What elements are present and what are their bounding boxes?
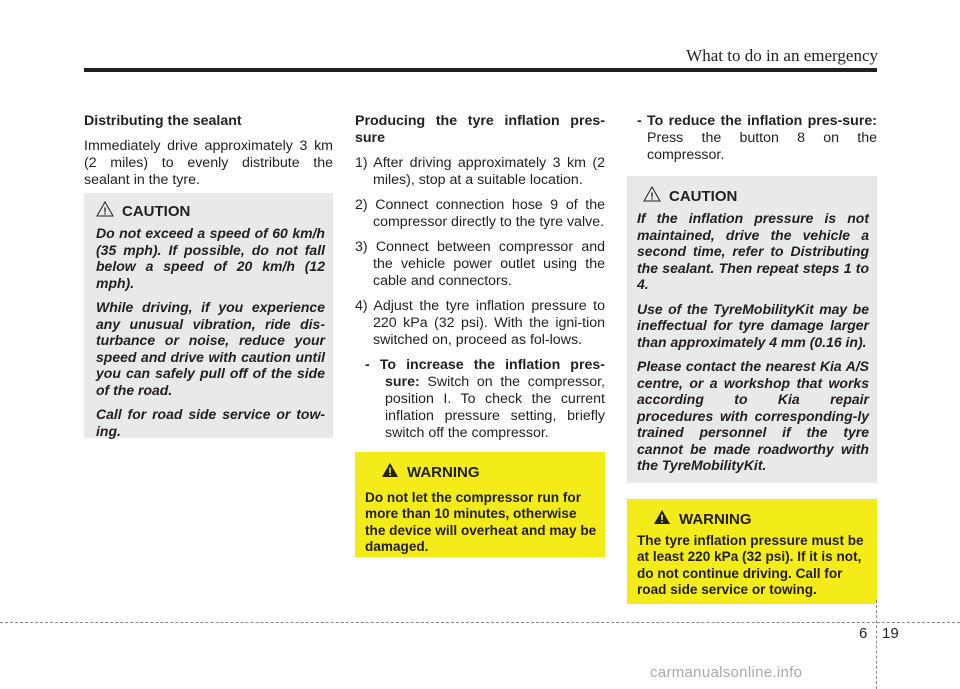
warning-text-1: Do not let the compressor run for more than 10 minutes, otherwise the device will overheat and may be damaged. (365, 490, 597, 554)
caution-icon (643, 186, 661, 206)
watermark: carmanualsonline.info (650, 664, 803, 681)
step-item: 3) Connect between compressor and the vehicle power outlet using the cable and connectors. (355, 239, 605, 289)
warning-title-1 (381, 462, 597, 482)
svg-text:!: ! (650, 191, 654, 202)
reduce-label: - To reduce the inflation pres-sure: (637, 113, 877, 129)
caution-title-text: CAUTION (669, 187, 738, 205)
warning-icon (381, 462, 399, 482)
caution-title-text: CAUTION (122, 202, 191, 220)
caution-paragraph: Do not exceed a speed of 60 km/h (35 mph). If possible, do not fall below a speed of 20 km/h (12 mph). (96, 225, 325, 291)
warning-box-1 (355, 452, 605, 557)
caution-box-2 (627, 176, 877, 483)
distributing-paragraph: Immediately drive approximately 3 km (2 miles) to evenly distribute the sealant in the tyre. (84, 138, 333, 188)
warning-title-text: WARNING (679, 510, 752, 528)
reduce-text: Press the button 8 on the compressor. (647, 130, 877, 163)
caution-paragraph: Call for road side service or tow-ing. (96, 406, 325, 439)
section-title: What to do in an emergency (686, 46, 878, 65)
caution-body-2 (637, 210, 869, 474)
increase-label: - To increase the inflation pres-sure: (365, 357, 605, 390)
header-rule (84, 68, 877, 72)
caution-paragraph: If the inflation pressure is not maintained, drive the vehicle a second time, refer to Distributing the sealant. Then repeat steps 1 to 4. (637, 210, 869, 292)
column-1 (84, 113, 333, 197)
warning-text-2: The tyre inflation pressure must be at least 220 kPa (32 psi). If it is not, do not continue driving. Call for road side service or towing. (637, 533, 864, 597)
increase-instruction (355, 357, 605, 442)
step-item: 2) Connect connection hose 9 of the compressor directly to the tyre valve. (355, 197, 605, 230)
caution-box-1 (84, 193, 333, 438)
warning-box-2 (627, 499, 877, 604)
caution-paragraph: Please contact the nearest Kia A/S centre, or a workshop that works according to Kia repair procedures with corresponding-ly trained personnel if the tyre cannot be made roadworthy with the TyreMobilityKit. (637, 358, 869, 473)
step-item: 4) Adjust the tyre inflation pressure to 220 kPa (32 psi). With the igni-tion switched on, proceed as fol-lows. (355, 298, 605, 348)
warning-title-2 (653, 509, 869, 529)
caution-body-1 (96, 225, 325, 439)
caution-title-1 (96, 201, 325, 221)
distributing-heading: Distributing the sealant (84, 113, 242, 129)
step-item: 1) After driving approximately 3 km (2 miles), stop at a suitable location. (355, 155, 605, 188)
footer-rule (0, 622, 960, 623)
warning-title-text: WARNING (407, 463, 480, 481)
caution-icon (96, 201, 114, 221)
warning-icon (653, 509, 671, 529)
caution-title-2 (643, 186, 869, 206)
column-3 (627, 113, 877, 172)
caution-paragraph: Use of the TyreMobilityKit may be ineffectual for tyre damage larger than approximately 4 mm (0.16 in). (637, 300, 869, 350)
producing-heading: Producing the tyre inflation pres-sure (355, 113, 605, 146)
reduce-instruction (627, 113, 877, 164)
increase-text: Switch on the compressor, position I. To check the current inflation pressure setting, briefly switch off the compressor. (385, 374, 605, 441)
caution-paragraph: While driving, if you experience any unusual vibration, ride dis-turbance or noise, reduce your speed and drive with caution until you can safely pull off of the side of the road. (96, 299, 325, 398)
column-2 (355, 113, 605, 450)
svg-text:!: ! (103, 206, 107, 217)
page-number: 19 (882, 625, 899, 642)
footer-vertical-rule (876, 600, 877, 689)
chapter-number: 6 (859, 625, 868, 642)
